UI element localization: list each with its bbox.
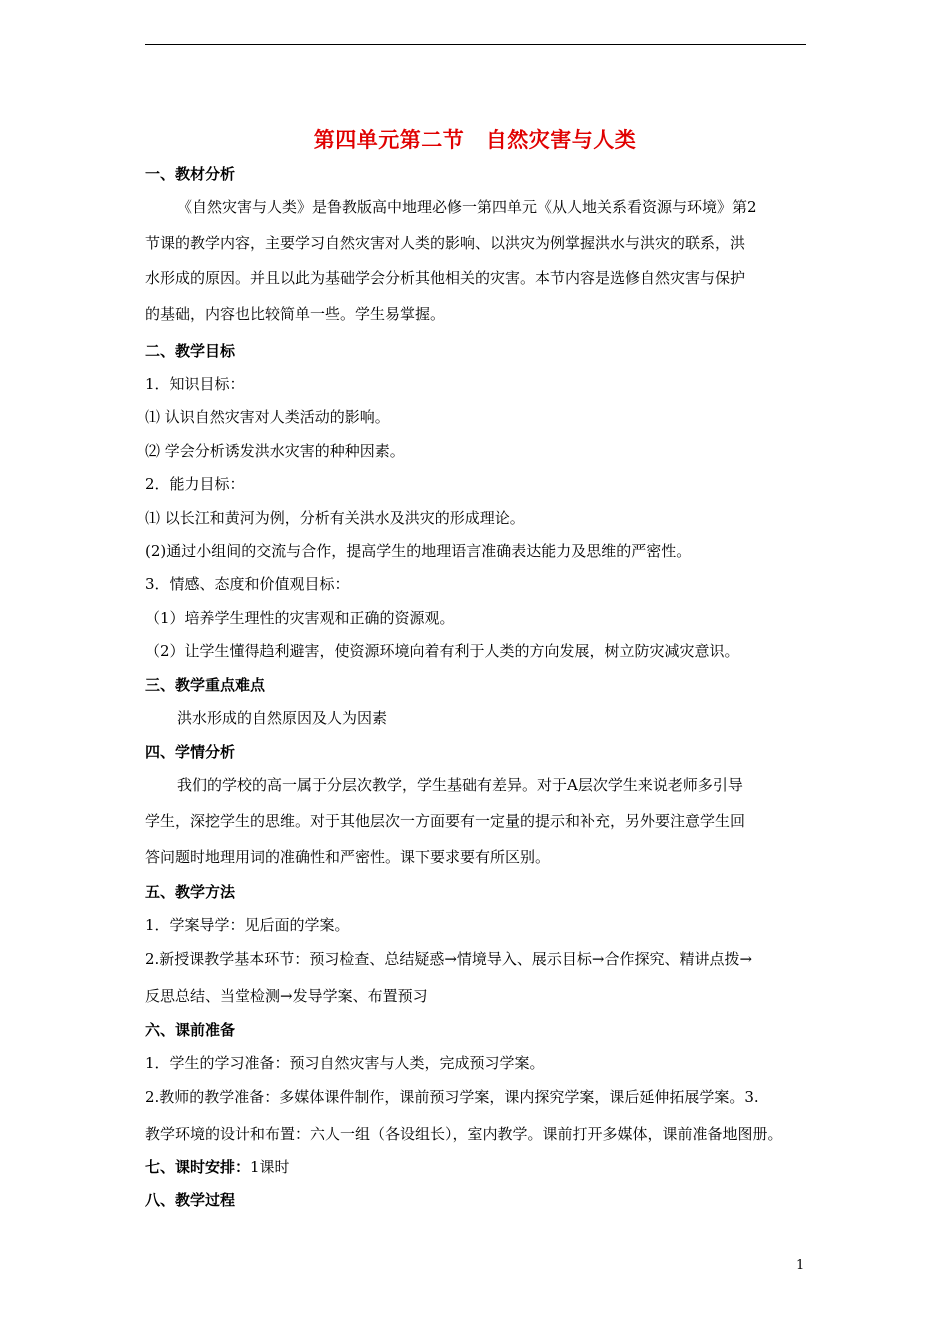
list-item: 1．知识目标： <box>145 375 245 393</box>
header-rule <box>145 44 806 45</box>
class-hours-value: 1课时 <box>250 1158 290 1176</box>
paragraph-line: 我们的学校的高一属于分层次教学，学生基础有差异。对于A层次学生来说老师多引导 <box>177 776 743 794</box>
list-item: 3．情感、态度和价值观目标： <box>145 575 350 593</box>
list-item: 教学环境的设计和布置：六人一组（各设组长），室内教学。课前打开多媒体，课前准备地图册。 <box>145 1125 783 1143</box>
list-item: 2.新授课教学基本环节：预习检查、总结疑惑→情境导入、展示目标→合作探究、精讲点拨→ <box>145 950 753 968</box>
list-item: (2)通过小组间的交流与合作，提高学生的地理语言准确表达能力及思维的严密性。 <box>145 542 692 560</box>
section-heading: 八、教学过程 <box>145 1191 236 1209</box>
list-item: 反思总结、当堂检测→发导学案、布置预习 <box>145 987 428 1005</box>
list-item: ⑴ 认识自然灾害对人类活动的影响。 <box>145 408 390 426</box>
list-item: 2．能力目标： <box>145 475 245 493</box>
page-number: 1 <box>796 1258 805 1273</box>
list-item: 1．学案导学：见后面的学案。 <box>145 916 350 934</box>
paragraph-line: 学生，深挖学生的思维。对于其他层次一方面要有一定量的提示和补充，另外要注意学生回 <box>145 812 746 830</box>
section-heading: 二、教学目标 <box>145 342 236 360</box>
paragraph-line: 洪水形成的自然原因及人为因素 <box>177 709 388 727</box>
section-heading: 四、学情分析 <box>145 743 236 761</box>
paragraph-line: 节课的教学内容，主要学习自然灾害对人类的影响、以洪灾为例掌握洪水与洪灾的联系，洪 <box>145 234 746 252</box>
list-item: ⑵ 学会分析诱发洪水灾害的种种因素。 <box>145 442 405 460</box>
list-item: 1．学生的学习准备：预习自然灾害与人类，完成预习学案。 <box>145 1054 545 1072</box>
paragraph-line: 答问题时地理用词的准确性和严密性。课下要求要有所区别。 <box>145 848 551 866</box>
page-title: 第四单元第二节 自然灾害与人类 <box>313 127 637 152</box>
class-hours-line <box>145 1157 810 1177</box>
section-heading: 五、教学方法 <box>145 883 236 901</box>
paragraph-line: 的基础，内容也比较简单一些。学生易掌握。 <box>145 305 446 323</box>
section-heading: 三、教学重点难点 <box>145 676 266 694</box>
section-heading: 一、教材分析 <box>145 165 236 183</box>
list-item: （1）培养学生理性的灾害观和正确的资源观。 <box>145 609 455 627</box>
list-item: 2.教师的教学准备：多媒体课件制作，课前预习学案，课内探究学案，课后延伸拓展学案。3. <box>145 1088 759 1106</box>
section-heading: 六、课前准备 <box>145 1021 236 1039</box>
list-item: ⑴ 以长江和黄河为例，分析有关洪水及洪灾的形成理论。 <box>145 509 525 527</box>
section-heading: 七、课时安排： <box>145 1158 251 1176</box>
paragraph-line: 水形成的原因。并且以此为基础学会分析其他相关的灾害。本节内容是选修自然灾害与保护 <box>145 269 746 287</box>
paragraph-line: 《自然灾害与人类》是鲁教版高中地理必修一第四单元《从人地关系看资源与环境》第2 <box>177 198 757 216</box>
list-item: （2）让学生懂得趋利避害，使资源环境向着有利于人类的方向发展，树立防灾减灾意识。 <box>145 642 740 660</box>
